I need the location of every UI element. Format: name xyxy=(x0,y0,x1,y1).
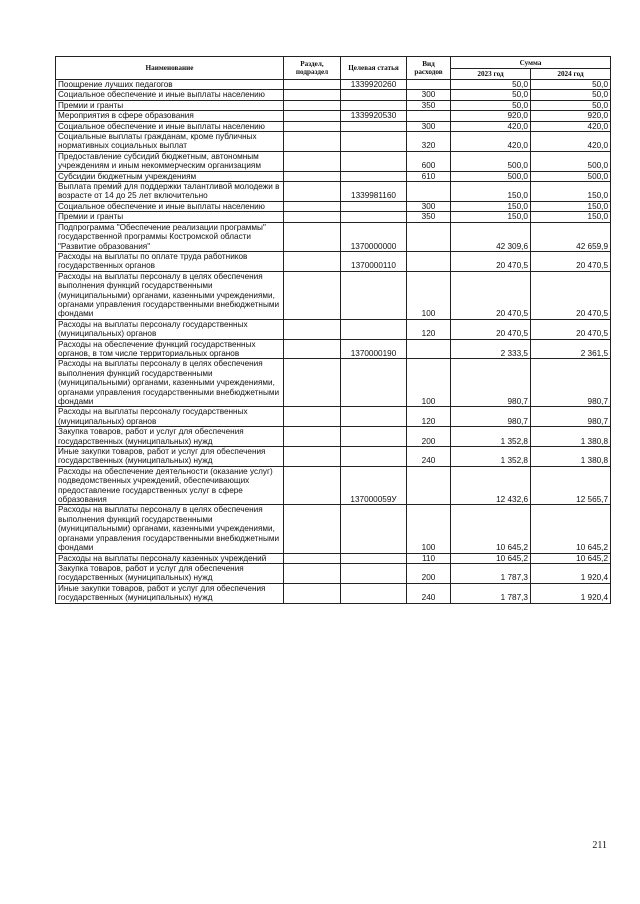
cell-section xyxy=(284,319,341,339)
cell-section xyxy=(284,80,341,90)
cell-section xyxy=(284,251,341,271)
table-row xyxy=(56,111,611,121)
cell-target xyxy=(341,201,407,211)
table-row xyxy=(56,251,611,271)
header-2023: 2023 год xyxy=(451,69,531,80)
cell-y2023: 980,7 xyxy=(451,359,531,407)
cell-name: Субсидии бюджетным учреждениям xyxy=(56,171,284,181)
cell-y2023: 420,0 xyxy=(451,132,531,152)
cell-kind: 200 xyxy=(407,563,451,583)
cell-y2024: 980,7 xyxy=(531,407,611,427)
cell-name: Расходы на выплаты персоналу в целях обеспечения выполнения функций государственными (муниципальными) органами, казенными учреждениями, органами управления государственными внебюджетными фондами xyxy=(56,505,284,553)
cell-y2024: 50,0 xyxy=(531,80,611,90)
cell-section xyxy=(284,121,341,131)
cell-name: Расходы на выплаты по оплате труда работников государственных органов xyxy=(56,251,284,271)
cell-section xyxy=(284,359,341,407)
cell-kind: 300 xyxy=(407,121,451,131)
cell-kind: 120 xyxy=(407,319,451,339)
cell-name: Расходы на выплаты персоналу в целях обеспечения выполнения функций государственными (муниципальными) органами, казенными учреждениями, органами управления государственными внебюджетными фондами xyxy=(56,271,284,319)
cell-y2023: 10 645,2 xyxy=(451,553,531,563)
cell-y2023: 2 333,5 xyxy=(451,339,531,359)
cell-name: Расходы на выплаты персоналу казенных учреждений xyxy=(56,553,284,563)
cell-name: Расходы на выплаты персоналу в целях обеспечения выполнения функций государственными (муниципальными) органами, казенными учреждениями, органами управления государственными внебюджетными фондами xyxy=(56,359,284,407)
cell-y2024: 20 470,5 xyxy=(531,251,611,271)
cell-target: 137000059У xyxy=(341,466,407,505)
cell-section xyxy=(284,427,341,447)
table-row xyxy=(56,212,611,222)
table-header xyxy=(56,57,611,80)
cell-section xyxy=(284,151,341,171)
cell-y2023: 50,0 xyxy=(451,100,531,110)
cell-section xyxy=(284,90,341,100)
header-sum: Сумма xyxy=(451,57,611,69)
cell-y2023: 920,0 xyxy=(451,111,531,121)
table-row xyxy=(56,132,611,152)
header-2024: 2024 год xyxy=(531,69,611,80)
table-row xyxy=(56,171,611,181)
cell-target xyxy=(341,151,407,171)
cell-kind xyxy=(407,80,451,90)
cell-target xyxy=(341,171,407,181)
cell-y2023: 42 309,6 xyxy=(451,222,531,251)
cell-y2023: 500,0 xyxy=(451,171,531,181)
cell-y2024: 20 470,5 xyxy=(531,271,611,319)
cell-kind: 300 xyxy=(407,201,451,211)
cell-name: Расходы на обеспечение деятельности (оказание услуг) подведомственных учреждений, обеспечивающих предоставление государственных услуг в сфере образования xyxy=(56,466,284,505)
cell-y2024: 420,0 xyxy=(531,132,611,152)
cell-name: Премии и гранты xyxy=(56,100,284,110)
cell-kind xyxy=(407,466,451,505)
cell-target xyxy=(341,427,407,447)
table-body xyxy=(56,80,611,604)
cell-section xyxy=(284,212,341,222)
cell-y2024: 500,0 xyxy=(531,171,611,181)
cell-y2024: 50,0 xyxy=(531,100,611,110)
table-row xyxy=(56,182,611,202)
table-row xyxy=(56,466,611,505)
cell-kind: 320 xyxy=(407,132,451,152)
cell-section xyxy=(284,447,341,467)
cell-target xyxy=(341,100,407,110)
cell-section xyxy=(284,553,341,563)
cell-target xyxy=(341,583,407,603)
cell-target xyxy=(341,90,407,100)
cell-kind: 100 xyxy=(407,505,451,553)
cell-target xyxy=(341,359,407,407)
cell-y2023: 20 470,5 xyxy=(451,251,531,271)
cell-kind: 240 xyxy=(407,583,451,603)
cell-y2024: 150,0 xyxy=(531,182,611,202)
cell-name: Мероприятия в сфере образования xyxy=(56,111,284,121)
cell-y2023: 980,7 xyxy=(451,407,531,427)
cell-name: Закупка товаров, работ и услуг для обеспечения государственных (муниципальных) нужд xyxy=(56,427,284,447)
cell-y2023: 500,0 xyxy=(451,151,531,171)
cell-y2024: 2 361,5 xyxy=(531,339,611,359)
cell-target xyxy=(341,447,407,467)
cell-target xyxy=(341,563,407,583)
cell-y2024: 10 645,2 xyxy=(531,505,611,553)
cell-kind xyxy=(407,182,451,202)
header-kind: Вид расходов xyxy=(407,57,451,80)
cell-kind xyxy=(407,339,451,359)
table-row xyxy=(56,553,611,563)
cell-y2023: 20 470,5 xyxy=(451,271,531,319)
cell-target: 1339920260 xyxy=(341,80,407,90)
cell-section xyxy=(284,271,341,319)
cell-section xyxy=(284,339,341,359)
cell-name: Поощрение лучших педагогов xyxy=(56,80,284,90)
cell-section xyxy=(284,201,341,211)
table-row xyxy=(56,80,611,90)
cell-kind: 350 xyxy=(407,212,451,222)
cell-section xyxy=(284,505,341,553)
table-row xyxy=(56,151,611,171)
cell-kind: 120 xyxy=(407,407,451,427)
table-row xyxy=(56,563,611,583)
cell-kind xyxy=(407,222,451,251)
cell-section xyxy=(284,563,341,583)
cell-y2024: 42 659,9 xyxy=(531,222,611,251)
cell-kind: 610 xyxy=(407,171,451,181)
cell-y2024: 980,7 xyxy=(531,359,611,407)
table-row xyxy=(56,505,611,553)
cell-target xyxy=(341,505,407,553)
cell-y2023: 150,0 xyxy=(451,201,531,211)
cell-target xyxy=(341,121,407,131)
cell-target: 1339981160 xyxy=(341,182,407,202)
cell-section xyxy=(284,222,341,251)
header-target: Целевая статья xyxy=(341,57,407,80)
cell-y2024: 1 920,4 xyxy=(531,583,611,603)
cell-name: Подпрограмма "Обеспечение реализации программы" государственной программы Костромской области "Развитие образования" xyxy=(56,222,284,251)
cell-section xyxy=(284,407,341,427)
cell-kind: 200 xyxy=(407,427,451,447)
cell-section xyxy=(284,182,341,202)
cell-y2024: 420,0 xyxy=(531,121,611,131)
cell-y2023: 1 352,8 xyxy=(451,447,531,467)
cell-kind: 110 xyxy=(407,553,451,563)
table-row xyxy=(56,271,611,319)
cell-y2023: 1 352,8 xyxy=(451,427,531,447)
cell-kind: 100 xyxy=(407,271,451,319)
cell-target: 1370000110 xyxy=(341,251,407,271)
cell-target xyxy=(341,553,407,563)
cell-y2024: 1 380,8 xyxy=(531,447,611,467)
cell-target: 1370000000 xyxy=(341,222,407,251)
cell-name: Закупка товаров, работ и услуг для обеспечения государственных (муниципальных) нужд xyxy=(56,563,284,583)
cell-name: Предоставление субсидий бюджетным, автономным учреждениям и иным некоммерческим организациям xyxy=(56,151,284,171)
cell-y2023: 50,0 xyxy=(451,90,531,100)
cell-kind xyxy=(407,111,451,121)
cell-y2023: 150,0 xyxy=(451,212,531,222)
table-row xyxy=(56,222,611,251)
cell-y2023: 10 645,2 xyxy=(451,505,531,553)
cell-section xyxy=(284,100,341,110)
cell-section xyxy=(284,111,341,121)
cell-name: Социальное обеспечение и иные выплаты населению xyxy=(56,201,284,211)
budget-table xyxy=(55,56,611,604)
cell-kind: 240 xyxy=(407,447,451,467)
cell-target xyxy=(341,132,407,152)
cell-y2023: 420,0 xyxy=(451,121,531,131)
table-row xyxy=(56,427,611,447)
cell-target xyxy=(341,271,407,319)
cell-target: 1370000190 xyxy=(341,339,407,359)
cell-y2024: 10 645,2 xyxy=(531,553,611,563)
cell-y2023: 12 432,6 xyxy=(451,466,531,505)
cell-section xyxy=(284,132,341,152)
cell-y2023: 50,0 xyxy=(451,80,531,90)
cell-name: Выплата премий для поддержки талантливой молодежи в возрасте от 14 до 25 лет включительно xyxy=(56,182,284,202)
cell-y2024: 1 380,8 xyxy=(531,427,611,447)
cell-y2024: 500,0 xyxy=(531,151,611,171)
cell-y2023: 150,0 xyxy=(451,182,531,202)
table-row xyxy=(56,319,611,339)
cell-target: 1339920530 xyxy=(341,111,407,121)
cell-kind: 350 xyxy=(407,100,451,110)
cell-target xyxy=(341,319,407,339)
cell-kind: 600 xyxy=(407,151,451,171)
table-row xyxy=(56,339,611,359)
cell-y2024: 20 470,5 xyxy=(531,319,611,339)
cell-y2023: 1 787,3 xyxy=(451,583,531,603)
cell-name: Расходы на выплаты персоналу государственных (муниципальных) органов xyxy=(56,319,284,339)
cell-target xyxy=(341,212,407,222)
cell-section xyxy=(284,171,341,181)
cell-name: Иные закупки товаров, работ и услуг для обеспечения государственных (муниципальных) нужд xyxy=(56,583,284,603)
cell-name: Премии и гранты xyxy=(56,212,284,222)
cell-y2023: 1 787,3 xyxy=(451,563,531,583)
page-number: 211 xyxy=(592,840,607,851)
table-row xyxy=(56,121,611,131)
table-row xyxy=(56,100,611,110)
cell-y2023: 20 470,5 xyxy=(451,319,531,339)
cell-name: Расходы на обеспечение функций государственных органов, в том числе территориальных органов xyxy=(56,339,284,359)
cell-section xyxy=(284,466,341,505)
table-row xyxy=(56,201,611,211)
cell-y2024: 1 920,4 xyxy=(531,563,611,583)
cell-kind: 100 xyxy=(407,359,451,407)
cell-y2024: 12 565,7 xyxy=(531,466,611,505)
table-row xyxy=(56,447,611,467)
cell-y2024: 150,0 xyxy=(531,201,611,211)
table-row xyxy=(56,359,611,407)
cell-name: Социальное обеспечение и иные выплаты населению xyxy=(56,121,284,131)
cell-kind: 300 xyxy=(407,90,451,100)
cell-y2024: 50,0 xyxy=(531,90,611,100)
cell-y2024: 920,0 xyxy=(531,111,611,121)
header-section: Раздел, подраздел xyxy=(284,57,341,80)
cell-section xyxy=(284,583,341,603)
cell-name: Расходы на выплаты персоналу государственных (муниципальных) органов xyxy=(56,407,284,427)
header-name: Наименование xyxy=(56,57,284,80)
cell-kind xyxy=(407,251,451,271)
table-row xyxy=(56,407,611,427)
cell-y2024: 150,0 xyxy=(531,212,611,222)
cell-name: Социальное обеспечение и иные выплаты населению xyxy=(56,90,284,100)
table-row xyxy=(56,583,611,603)
cell-target xyxy=(341,407,407,427)
table-row xyxy=(56,90,611,100)
cell-name: Иные закупки товаров, работ и услуг для обеспечения государственных (муниципальных) нужд xyxy=(56,447,284,467)
cell-name: Социальные выплаты гражданам, кроме публичных нормативных социальных выплат xyxy=(56,132,284,152)
